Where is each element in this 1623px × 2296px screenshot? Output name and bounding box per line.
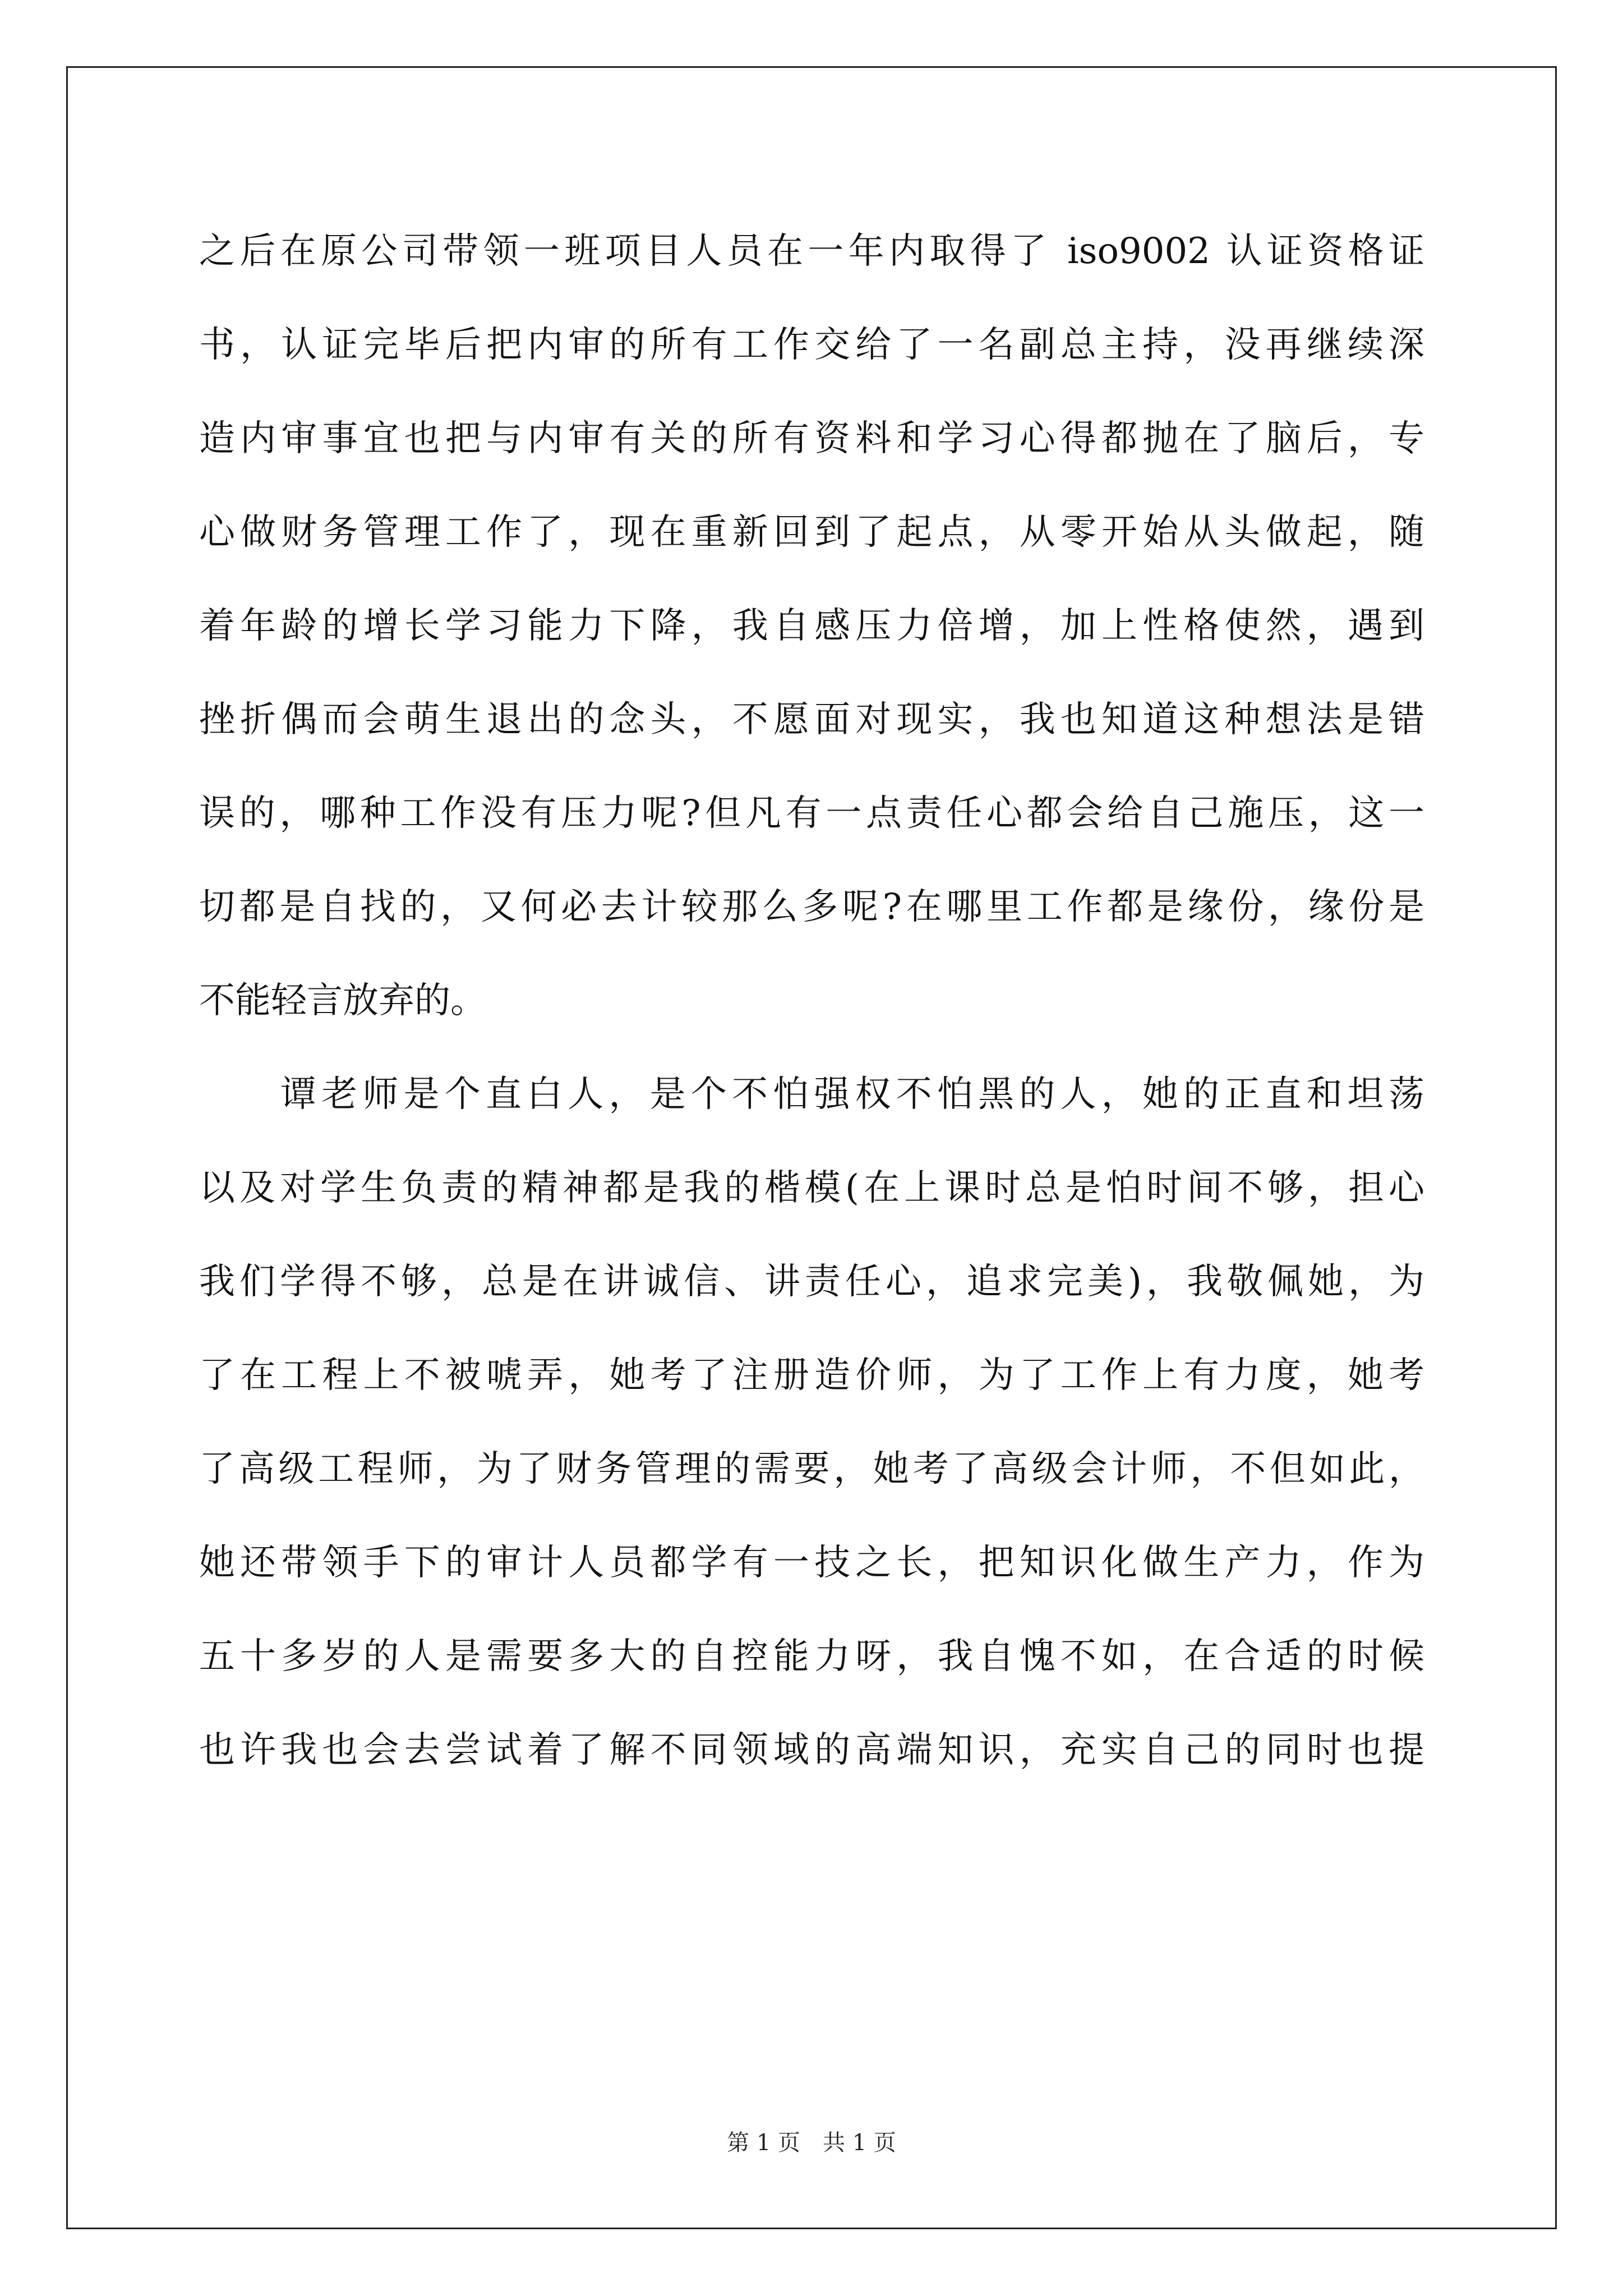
paragraph-2-line-6: 她还带领手下的审计人员都学有一技之长，把知识化做生产力，作为: [199, 1542, 1424, 1584]
paragraph-2-line-4: 了在工程上不被唬弄，她考了注册造价师，为了工作上有力度，她考: [199, 1355, 1424, 1396]
paragraph-2-line-5: 了高级工程师，为了财务管理的需要，她考了高级会计师，不但如此，: [199, 1448, 1424, 1490]
paragraph-2-line-1: 谭老师是个直白人，是个不怕强权不怕黑的人，她的正直和坦荡: [280, 1074, 1424, 1115]
paragraph-1-line-4: 心做财务管理工作了，现在重新回到了起点，从零开始从头做起，随: [199, 512, 1424, 553]
paragraph-1-line-7: 误的，哪种工作没有压力呢?但凡有一点责任心都会给自己施压，这一: [199, 793, 1424, 834]
paragraph-1-line-6: 挫折偶而会萌生退出的念头，不愿面对现实，我也知道这种想法是错: [199, 699, 1424, 740]
paragraph-1-line-5: 着年龄的增长学习能力下降，我自感压力倍增，加上性格使然，遇到: [199, 605, 1424, 647]
paragraph-2-line-3: 我们学得不够，总是在讲诚信、讲责任心，追求完美)，我敬佩她，为: [199, 1261, 1424, 1303]
paragraph-1-line-1: 之后在原公司带领一班项目人员在一年内取得了 iso9002 认证资格证: [199, 231, 1424, 272]
paragraph-1-line-9: 不能轻言放弃的。: [199, 980, 486, 1022]
paragraph-2-line-7: 五十多岁的人是需要多大的自控能力呀，我自愧不如，在合适的时候: [199, 1636, 1424, 1677]
paragraph-1-line-2: 书，认证完毕后把内审的所有工作交给了一名副总主持，没再继续深: [199, 324, 1424, 366]
paragraph-1-line-8: 切都是自找的，又何必去计较那么多呢?在哪里工作都是缘份，缘份是: [199, 886, 1424, 928]
page-number-footer: 第 1 页 共 1 页: [727, 2130, 896, 2156]
page-border: [66, 66, 1557, 2229]
paragraph-1-line-3: 造内审事宜也把与内审有关的所有资料和学习心得都抛在了脑后，专: [199, 418, 1424, 459]
paragraph-2-line-2: 以及对学生负责的精神都是我的楷模(在上课时总是怕时间不够，担心: [199, 1167, 1424, 1209]
paragraph-2-line-8: 也许我也会去尝试着了解不同领域的高端知识，充实自己的同时也提: [199, 1729, 1424, 1771]
